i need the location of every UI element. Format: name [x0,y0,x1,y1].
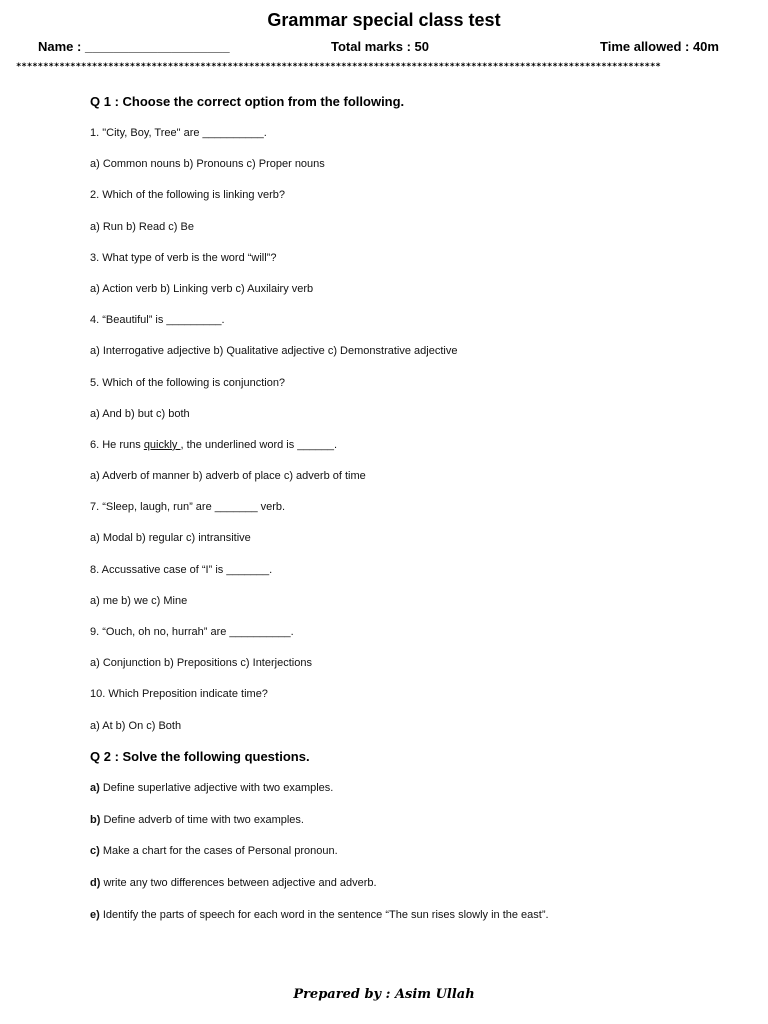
q2-item-text: write any two differences between adjective and adverb. [100,877,377,890]
time-allowed: Time allowed : 40m [600,39,719,54]
q1-line: a) Adverb of manner b) adverb of place c) adverb of time [90,470,366,483]
q2-item-label: b) [90,813,101,826]
total-marks: Total marks : 50 [331,39,430,54]
header-meta-row [0,39,768,57]
q2-item-text: Define adverb of time with two examples. [100,813,304,826]
prepared-by-signature: Prepared by : Asim Ullah [293,987,475,1002]
q2-item-label: e) [90,908,100,921]
q1-line: 5. Which of the following is conjunction? [90,376,286,389]
q1-line: a) Common nouns b) Pronouns c) Proper nouns [90,158,325,171]
q1-line: 7. “Sleep, laugh, run” are _______ verb. [90,501,286,514]
test-content [90,92,730,937]
q2-item-label: d) [90,877,101,890]
q2-item [90,810,730,842]
q2-item [90,905,730,937]
q1-line: a) Modal b) regular c) intransitive [90,532,251,545]
q1-line-q6 [90,435,730,466]
q1-line: a) Action verb b) Linking verb c) Auxilairy verb [90,282,314,295]
q1-line: a) At b) On c) Both [90,719,182,732]
q2-item-text: Define superlative adjective with two examples. [99,781,334,794]
q1-line: 8. Accussative case of “I” is _______. [90,563,273,576]
q1-line: a) Conjunction b) Prepositions c) Interjections [90,657,312,670]
q2-item-label: a) [90,781,100,794]
q1-line: 9. “Ouch, oh no, hurrah” are __________. [90,626,294,638]
name-field-label: Name : ____________________ [38,39,230,54]
q2-item [90,873,730,905]
star-divider: *********************************************************************************************************************** [16,62,661,72]
q1-line: a) Interrogative adjective b) Qualitative adjective c) Demonstrative adjective [90,345,458,358]
q2-item-text: Make a chart for the cases of Personal pronoun. [99,845,338,858]
q2-heading: Q 2 : Solve the following questions. [90,748,310,764]
q1-line: 2. Which of the following is linking verb? [90,189,286,202]
q1-line: a) me b) we c) Mine [90,594,188,607]
q1-heading: Q 1 : Choose the correct option from the following. [90,94,405,109]
q1-line: 1. "City, Boy, Tree" are __________. [90,127,267,139]
q2-item-label: c) [90,845,100,858]
q1-line: 3. What type of verb is the word “will”? [90,251,277,264]
q1-line: 4. “Beautiful” is _________. [90,314,225,327]
q1-line: 10. Which Preposition indicate time? [90,688,268,701]
q2-item [90,778,730,810]
q6-underlined-word: quickly [143,438,181,451]
q6-suffix: , the underlined word is ______. [180,438,338,451]
q2-item [90,841,730,873]
q2-item-text: Identify the parts of speech for each word in the sentence “The sun rises slowly in the east”. [99,908,549,921]
page-title: Grammar special class test [267,10,501,30]
q1-line: a) Run b) Read c) Be [90,220,194,233]
q6-prefix: 6. He runs [90,438,144,451]
q1-line: a) And b) but c) both [90,407,190,420]
